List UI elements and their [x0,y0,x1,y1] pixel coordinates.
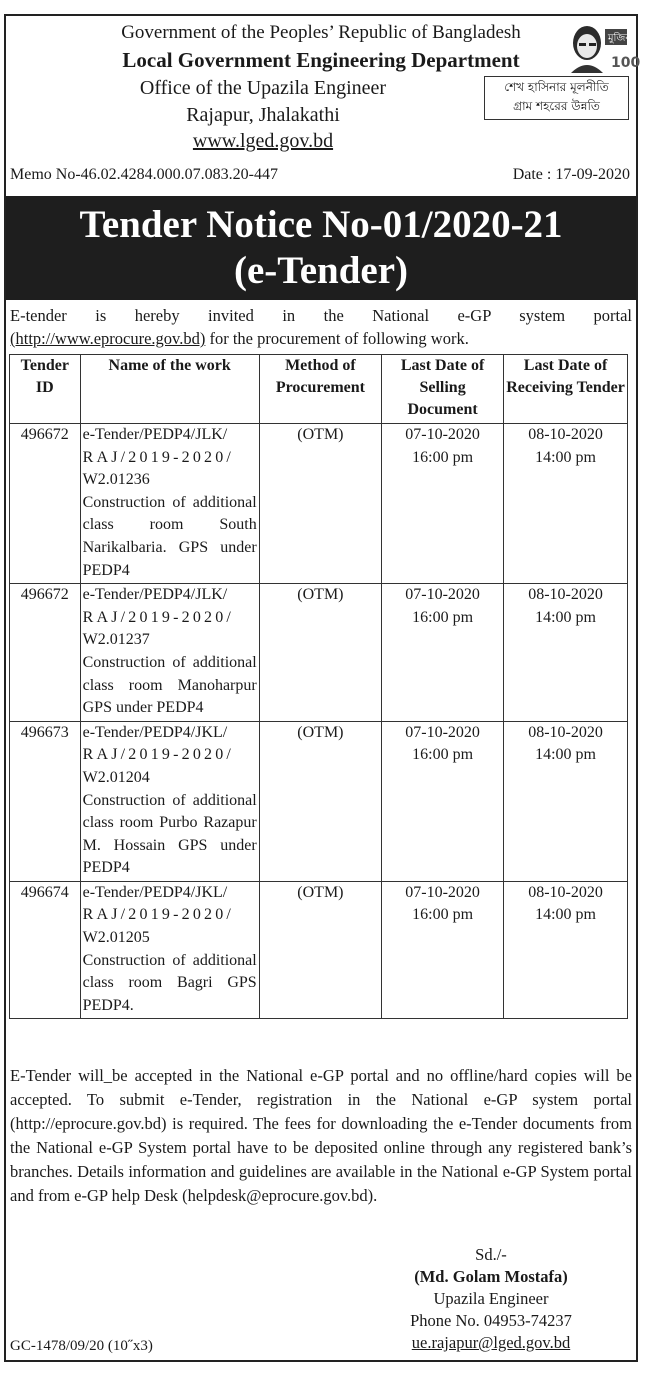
svg-text:মুজিব: মুজিব [608,33,631,44]
work-description: Construction of additional class room Manoharpur GPS under PEDP4 [82,653,257,717]
slogan-line-2: গ্রাম শহরের উন্নতি [513,99,600,113]
procurement-method: (OTM) [259,584,381,722]
memo-number: Memo No-46.02.4284.000.07.083.20-447 [10,166,278,183]
receiving-date: 08-10-2020 [528,426,603,443]
work-code-3: W2.01237 [82,631,150,649]
signatory-email-link[interactable]: ue.rajapur@lged.gov.bd [411,1333,571,1352]
receiving-deadline [504,721,628,881]
selling-time: 16:00 pm [412,608,474,626]
intro-line-2: for the procurement of following work. [205,329,469,348]
work-code-2: RAJ/2019-2020/ [82,608,235,626]
table-row [10,721,628,881]
signatory-designation: Upazila Engineer [433,1289,549,1308]
work-code-3: W2.01236 [82,471,150,489]
receiving-deadline [504,881,628,1019]
office-location: Rajapur, Jhalakathi [186,104,340,126]
selling-deadline [382,584,504,722]
work-name [80,424,259,584]
selling-date: 07-10-2020 [405,723,480,741]
government-name: Government of the Peoples’ Republic of Bangladesh [121,22,521,43]
tender-id: 496672 [10,584,81,722]
work-description: Construction of additional class room Bagri GPS PEDP4. [82,951,257,1014]
notice-header [6,16,641,164]
department-name: Local Government Engineering Department [122,48,520,72]
work-code-1: e-Tender/PEDP4/JKL/ [82,883,228,901]
office-name: Office of the Upazila Engineer [139,77,387,99]
title-banner [6,196,636,300]
selling-date: 07-10-2020 [405,586,480,604]
work-name [80,721,259,881]
receiving-time: 14:00 pm [535,746,596,764]
eprocure-link[interactable]: (http://www.eprocure.gov.bd) [10,329,206,348]
table-header-row [10,355,628,424]
procurement-method: (OTM) [259,881,381,1019]
mujib-100-logo-icon [567,21,641,73]
work-code-1: e-Tender/PEDP4/JLK/ [82,426,228,443]
work-code-2: RAJ/2019-2020/ [82,906,235,924]
selling-time: 16:00 pm [412,906,474,924]
signatory-name: (Md. Golam Mostafa) [414,1267,568,1286]
instructions-paragraph: E-Tender will_be accepted in the National e-GP portal and no offline/hard copies will be accepted. To submit e-Tender, registration in the National e-GP system portal (http://eprocure.gov.bd) is required. The fees for downloading the e-Tender documents from the National e-GP System portal have to be deposited online through any registered bank’s branches. Details information and guidelines are available in the National e-GP System portal and from e-GP help Desk (helpdesk@eprocure.gov.bd). [10,1066,632,1205]
work-code-2: RAJ/2019-2020/ [82,448,235,466]
selling-deadline [382,881,504,1019]
signature-sd: Sd./- [475,1245,507,1264]
selling-time: 16:00 pm [412,448,474,466]
slogan-line-1: শেখ হাসিনার মূলনীতি [504,80,609,94]
procurement-method: (OTM) [259,424,381,584]
work-code-2: RAJ/2019-2020/ [82,746,235,764]
header-tender-id: Tender ID [10,355,81,424]
notice-frame [4,14,641,1362]
gc-reference: GC-1478/09/20 (10˝x3) [10,1338,153,1354]
table-row [10,584,628,722]
selling-date: 07-10-2020 [405,426,480,443]
header-method: Method of Procurement [259,355,381,424]
receiving-time: 14:00 pm [535,448,596,466]
title-line-2: (e-Tender) [233,249,408,292]
receiving-deadline [504,584,628,722]
tender-id: 496674 [10,881,81,1019]
header-selling-date: Last Date of Selling Document [382,355,504,424]
work-description: Construction of additional class room Purbo Razapur M. Hossain GPS under PEDP4 [82,791,257,877]
receiving-date: 08-10-2020 [528,586,603,604]
signatory-phone: Phone No. 04953-74237 [410,1311,572,1330]
svg-text:100: 100 [611,55,641,71]
header-work-name: Name of the work [80,355,259,424]
work-code-1: e-Tender/PEDP4/JKL/ [82,723,228,741]
title-line-1: Tender Notice No-01/2020-21 [79,203,563,246]
selling-deadline [382,424,504,584]
tender-id: 496672 [10,424,81,584]
table-row [10,424,628,584]
procurement-method: (OTM) [259,721,381,881]
work-name [80,584,259,722]
work-code-3: W2.01205 [82,929,150,947]
intro-line-1: E-tender is hereby invited in the National e-GP system portal [10,306,632,325]
work-description: Construction of additional class room South Narikalbaria. GPS under PEDP4 [82,493,257,579]
selling-time: 16:00 pm [412,746,474,764]
notice-date: Date : 17-09-2020 [512,166,630,183]
work-code-3: W2.01204 [82,768,150,786]
receiving-date: 08-10-2020 [528,883,603,901]
intro-paragraph [10,304,632,350]
slogan-box [484,76,629,120]
header-receiving-date: Last Date of Receiving Tender [504,355,628,424]
selling-deadline [382,721,504,881]
receiving-deadline [504,424,628,584]
receiving-time: 14:00 pm [535,608,596,626]
work-name [80,881,259,1019]
work-code-1: e-Tender/PEDP4/JLK/ [82,586,228,604]
receiving-date: 08-10-2020 [528,723,603,741]
website-link[interactable]: www.lged.gov.bd [192,130,334,152]
tender-id: 496673 [10,721,81,881]
signature-block [366,1244,616,1354]
selling-date: 07-10-2020 [405,883,480,901]
receiving-time: 14:00 pm [535,906,596,924]
table-row [10,881,628,1019]
tender-table [9,354,628,1019]
